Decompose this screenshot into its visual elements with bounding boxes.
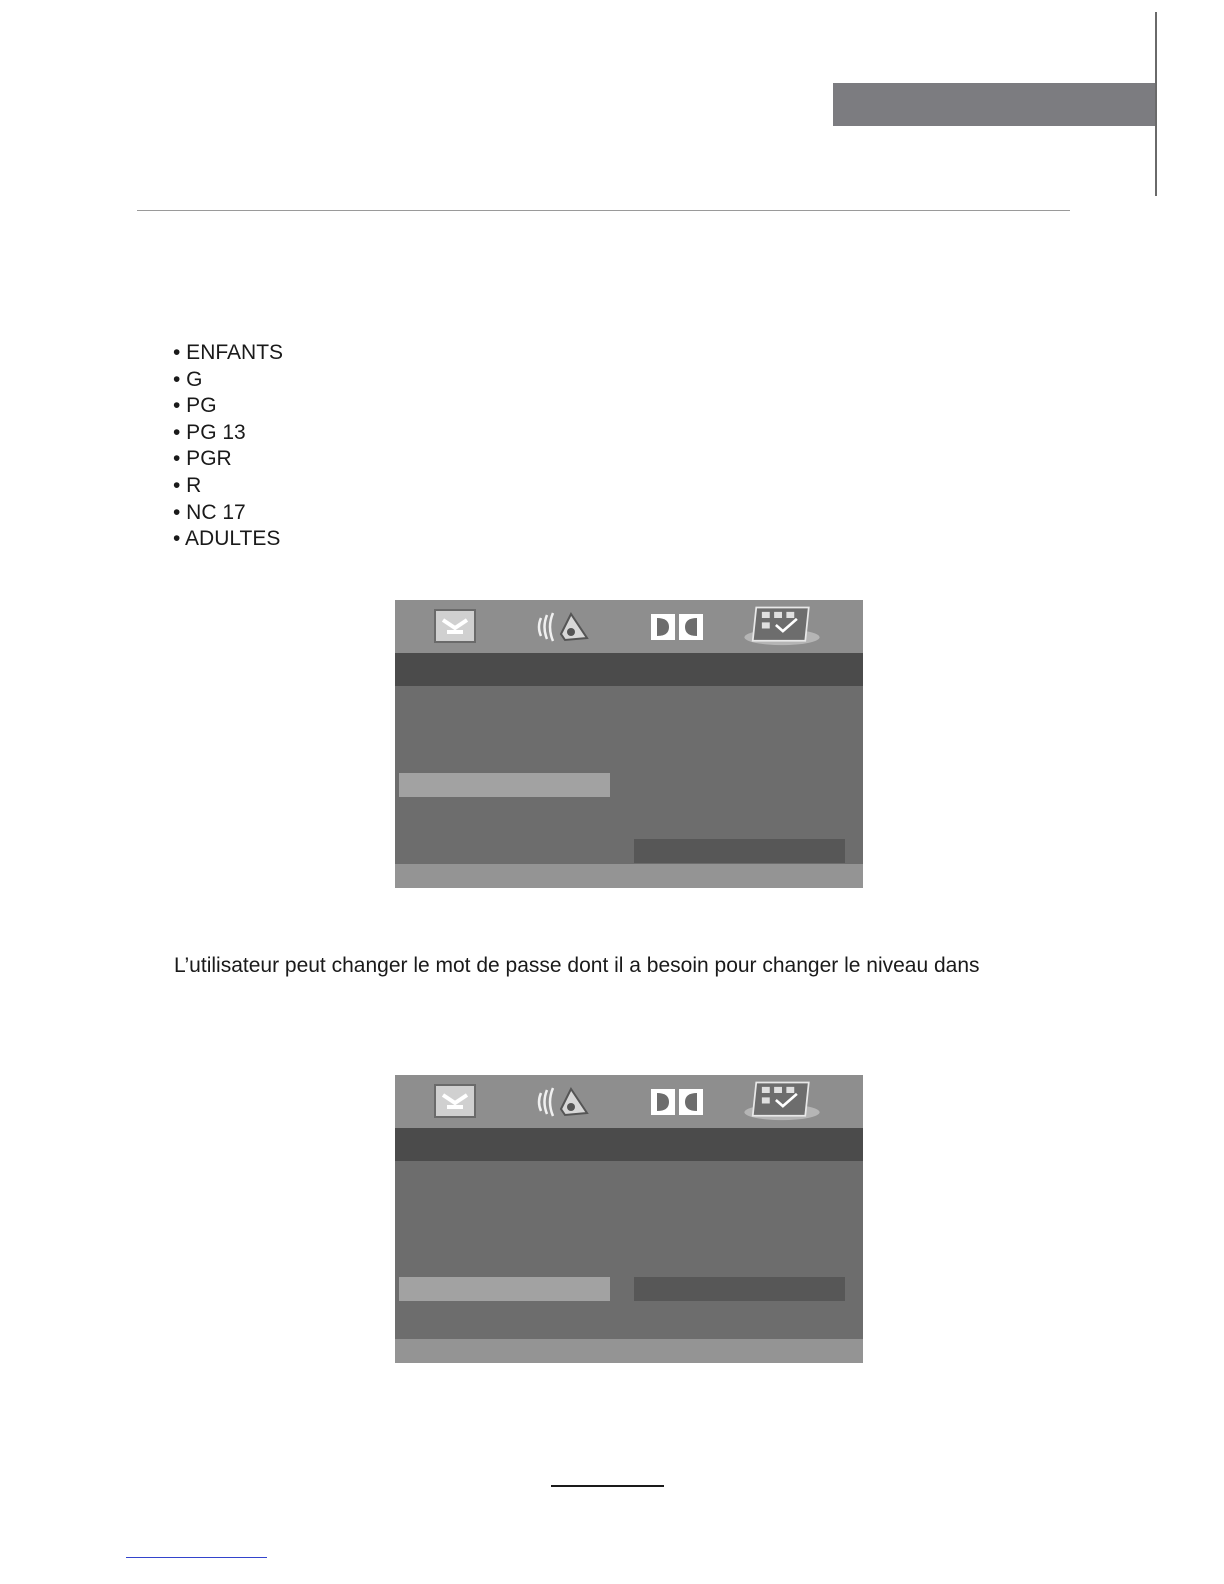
osd-status-bar xyxy=(395,864,863,888)
rating-level-list xyxy=(173,340,283,553)
body-paragraph: L’utilisateur peut changer le mot de passe dont il a besoin pour changer le niveau dans xyxy=(174,954,980,977)
list-item: • ADULTES xyxy=(173,527,281,551)
dolby-icon[interactable] xyxy=(649,1081,705,1123)
osd-icon-bar xyxy=(395,1075,863,1128)
dolby-icon[interactable] xyxy=(649,606,705,648)
speaker-icon[interactable] xyxy=(535,606,591,648)
list-item: • G xyxy=(173,367,203,391)
list-item: • PG xyxy=(173,394,217,418)
header-divider xyxy=(137,210,1070,211)
menu-row-highlight[interactable] xyxy=(399,773,610,797)
osd-menu-screen-rating xyxy=(395,600,863,888)
list-item: • NC 17 xyxy=(173,500,246,524)
option-value-box[interactable] xyxy=(634,839,845,863)
osd-title-bar xyxy=(395,1128,863,1161)
setup-icon[interactable] xyxy=(433,1081,479,1123)
footer-link-underline xyxy=(126,1557,267,1558)
option-value-box[interactable] xyxy=(634,1277,845,1301)
setup-icon[interactable] xyxy=(433,606,479,648)
osd-title-bar xyxy=(395,653,863,686)
list-item: • PGR xyxy=(173,447,232,471)
osd-status-bar xyxy=(395,1339,863,1363)
preference-icon[interactable] xyxy=(737,1079,827,1121)
list-item: • ENFANTS xyxy=(173,341,284,364)
preference-icon[interactable] xyxy=(737,604,827,646)
list-item: • R xyxy=(173,473,202,497)
osd-icon-bar xyxy=(395,600,863,653)
page-number-rule xyxy=(551,1485,664,1487)
page-edge-line xyxy=(1155,12,1157,196)
speaker-icon[interactable] xyxy=(535,1081,591,1123)
list-item: • PG 13 xyxy=(173,420,246,444)
section-header-tab xyxy=(833,83,1156,126)
osd-menu-screen-password xyxy=(395,1075,863,1363)
menu-row-highlight[interactable] xyxy=(399,1277,610,1301)
